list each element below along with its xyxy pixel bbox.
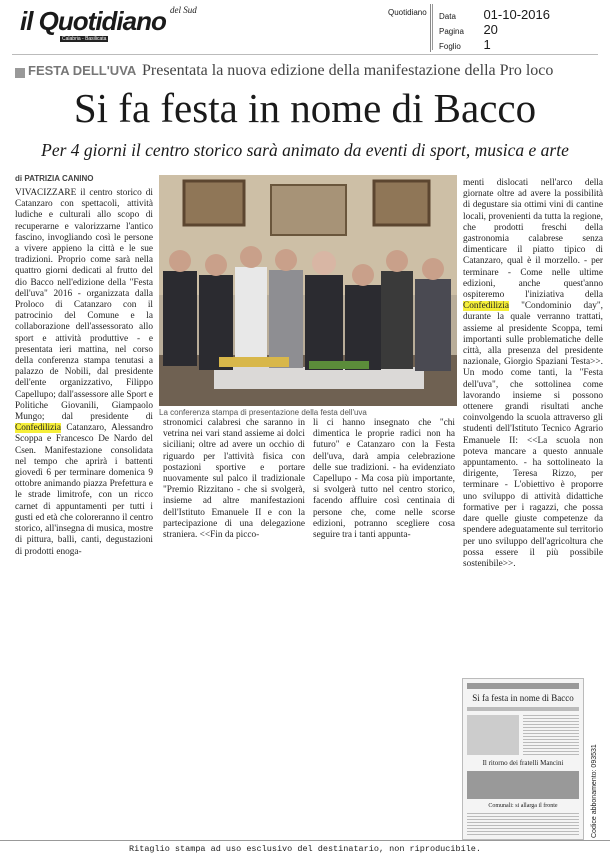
subscription-code: Codice abbonamento: 093531 (591, 744, 598, 838)
article-column-1: VIVACIZZARE il centro storico di Catanzaro con spettacoli, attività ludiche e culturali allo scopo di recuperarne e valorizzarne l'antico fascino, invogliando così le persone a vivere appieno la città e le sue tradizioni. Proprio come sarà nella quattro giorni dedicati al frutto del dio Bacco nell'edizione della "Festa dell'uva" 2016 - organizzata dalla Proloco di Catanzaro con il patrocinio del Comune e la collaborazione dell'assessorato allo sport e attività produttive - e presentata ieri mattina, nel corso della conferenza stampa tenutasi a palazzo de Nobili, dal presidente dell'ente organizzativo, Filippo Capellupo; dall'assessore alle Sport e Politiche Giovanili, Giampaolo Mungo; dal presidente di Confedilizia Catanzaro, Alessandro Scoppa e Francesco De Nardo del Csen. Manifestazione consolidata nel tempo che aprirà i battenti giovedì 6 per terminare domenica 9 ottobre animando piazza Prefettura e le strade limitrofe, con un ricco carnet di appuntamenti per tutti i gusti ed età che coloreranno il centro storico, all'insegna di musica, mostre di pittura, balli, canti, degustazioni di prodotti enoga- (15, 188, 153, 557)
newspaper-logo-sub: del Sud (170, 5, 197, 15)
clipping-meta (432, 4, 583, 50)
kicker-square-icon (15, 68, 25, 78)
meta-page: Pagina 20 (439, 22, 498, 37)
article-column-3: li ci hanno insegnato che "chi dimentica le proprie radici non ha futuro" e Catanzaro con la Festa dell'uva, darà ampia celebrazione delle sue tradizioni. - ha evidenziato Capellupo - Ma cosa più importante, si svolgerà tutto nel centro storico, facendo affluire così centinaia di persone che, come nelle scorse edizioni, potranno scegliere cosa seguire tra i tanti appunta- (313, 418, 455, 541)
thumbnail-story-3: Comunali: si allarga il fronte (488, 803, 558, 809)
page-thumbnail (462, 678, 584, 840)
masthead-rule (12, 54, 598, 55)
article-subhead: Per 4 giorni il centro storico sarà animato da eventi di sport, musica e arte (41, 140, 569, 160)
newspaper-logo-tag: Calabria - Basilicata (62, 36, 107, 42)
article-column-2: stronomici calabresi che saranno in vetrina nei vari stand assieme ai dolci siciliani; oltre ad avere un occhio di riguardo per l'attività fisica con postazioni sportive e portare nuovamente sul palco il tradizionale "Premio Rizzitano - che si svolgerà, insieme ad altre manifestazioni dell'Istituto Emanuele II e con la partecipazione di una delegazione straniera. <<Fin da picco- (163, 418, 305, 541)
thumbnail-headline: Si fa festa in nome di Bacco (472, 693, 574, 703)
article-kicker-text: Presentata la nuova edizione della manifestazione della Pro loco (142, 62, 554, 79)
article-headline: Si fa festa in nome di Bacco (73, 85, 537, 131)
highlight-confedilizia: Confedilizia (463, 301, 509, 312)
publication-name: Quotidiano (388, 8, 427, 17)
highlight-confedilizia: Confedilizia (15, 423, 61, 434)
press-conference-photo (159, 175, 457, 406)
footer-disclaimer: Ritaglio stampa ad uso esclusivo del destinatario, non riproducibile. (129, 844, 481, 854)
meta-sheet: Foglio 1 (439, 37, 491, 52)
article-byline: di PATRIZIA CANINO (15, 174, 94, 183)
meta-date: Data 01-10-2016 (439, 7, 550, 22)
footer-rule (0, 840, 610, 841)
photo-caption: La conferenza stampa di presentazione della festa dell'uva (159, 408, 367, 417)
article-column-4: menti dislocati nell'arco della giornate oltre ad avere la possibilità di degustare sia ottimi vini di cantine locali, provenienti da tutta la regione, che prodotti freschi della gastronomia calabrese senza dimenticare il piatto tipico di Catanzaro, qual è il morzello. - per terminare - Come nelle ultime edizioni, anche quest'anno ospiteremo l'iniziativa della Confedilizia "Condominio day", durante la quale verranno trattati, assieme al presidente Scoppa, temi importanti sulle problematiche delle città, alla presenza del presidente nazionale, Giorgio Spaziani Testa>>. Un modo come tanti, la "Festa dell'uva", che sottolinea come lavorando insieme si possono ottenere grandi risultati anche coinvolgendo la scuola attraverso gli studenti dell'Istituto Tecnico Agrario Emanuele II: <<La scuola non poteva mancare a questo annuale appuntamento. - ha sottolineato la dirigente, Teresa Rizzo, per terminare - L'obiettivo è proporre uno sviluppo di attività didattiche formative per i ragazzi, che possa dare quelle giuste competenze da spendere adeguatamente sul territorio per uno sviluppo dell'agricoltura che possa essere il più possibile sostenibile>>. (463, 178, 603, 569)
article-kicker: FESTA DELL'UVA (28, 63, 137, 78)
masthead-divider (430, 4, 431, 52)
newspaper-logo: il Quotidiano (20, 6, 166, 36)
thumbnail-story-2: Il ritorno dei fratelli Mancini (482, 759, 564, 767)
